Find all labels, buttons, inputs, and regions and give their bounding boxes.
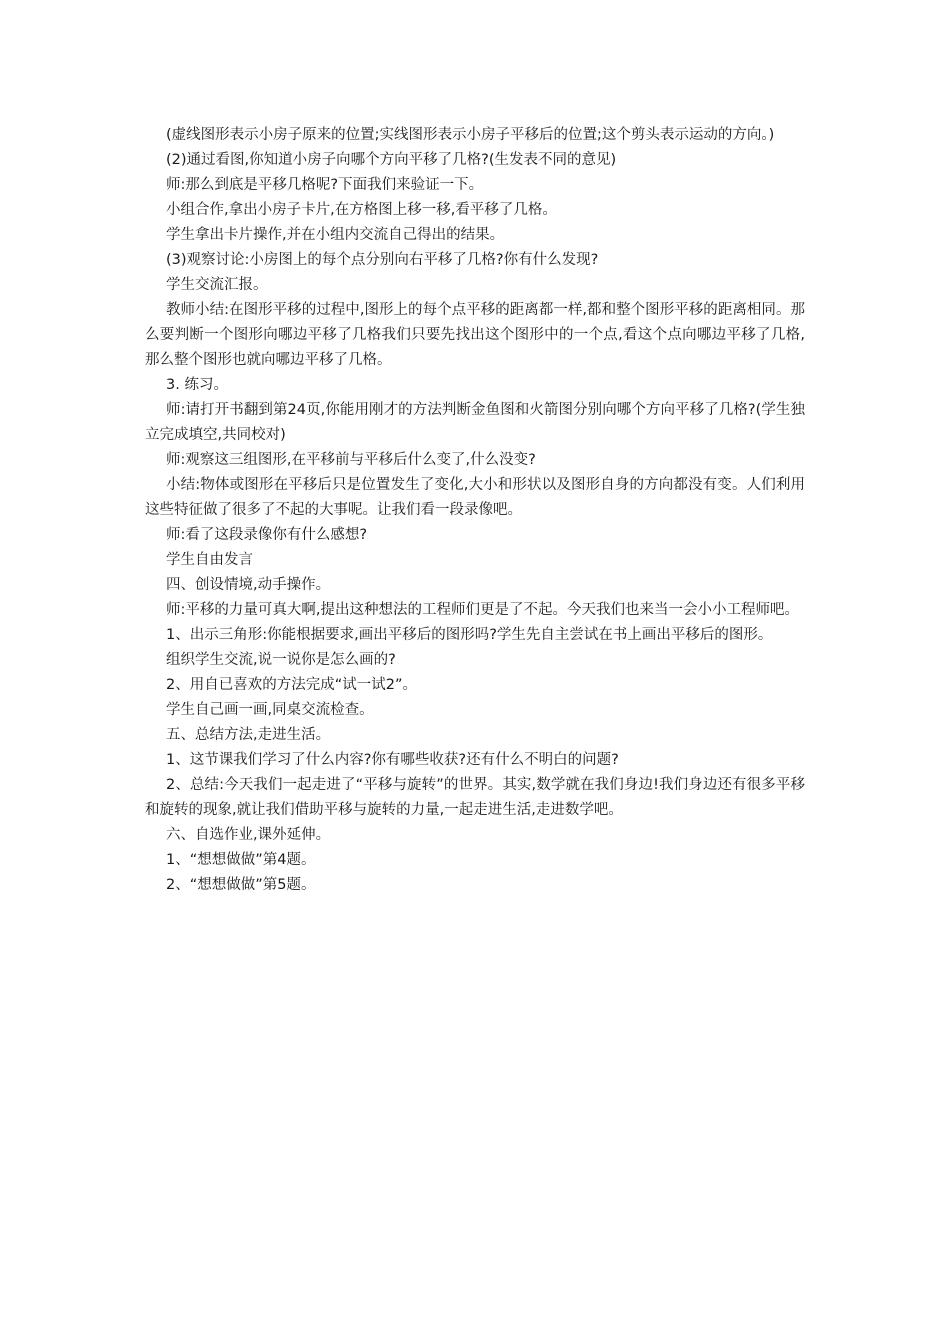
paragraph: 2、“想想做做”第5题。 — [166, 877, 316, 893]
paragraph: (3)观察讨论:小房图上的每个点分别向右平移了几格?你有什么发现? — [166, 252, 599, 268]
paragraph: 学生拿出卡片操作,并在小组内交流自己得出的结果。 — [166, 227, 505, 243]
section-heading: 3. 练习。 — [166, 377, 228, 393]
paragraph: 教师小结:在图形平移的过程中,图形上的每个点平移的距离都一样,都和整个图形平移的距离相同。那么要判断一个图形向哪边平移了几格我们只要先找出这个图形中的一个点,看这个点向哪边平移了几格,那么整个图形也就向哪边平移了几格。 — [145, 302, 805, 368]
paragraph: 师:请打开书翻到第24页,你能用刚才的方法判断金鱼图和火箭图分别向哪个方向平移了几格?(学生独立完成填空,共同校对) — [145, 402, 805, 443]
paragraph: 1、这节课我们学习了什么内容?你有哪些收获?还有什么不明白的问题? — [166, 752, 619, 768]
paragraph: 1、出示三角形:你能根据要求,画出平移后的图形吗?学生先自主尝试在书上画出平移后的图形。 — [166, 627, 773, 643]
paragraph: 组织学生交流,说一说你是怎么画的? — [166, 652, 396, 668]
paragraph: 小组合作,拿出小房子卡片,在方格图上移一移,看平移了几格。 — [166, 202, 557, 218]
section-heading: 四、创设情境,动手操作。 — [166, 577, 331, 593]
paragraph: 小结:物体或图形在平移后只是位置发生了变化,大小和形状以及图形自身的方向都没有变。人们利用这些特征做了很多了不起的大事呢。让我们看一段录像吧。 — [145, 477, 805, 518]
paragraph: 师:平移的力量可真大啊,提出这种想法的工程师们更是了不起。今天我们也来当一会小小工程师吧。 — [166, 602, 799, 618]
paragraph: (虚线图形表示小房子原来的位置;实线图形表示小房子平移后的位置;这个剪头表示运动的方向。) — [166, 127, 775, 143]
paragraph: 2、用自已喜欢的方法完成“试一试2”。 — [166, 677, 417, 693]
section-heading: 五、总结方法,走进生活。 — [166, 727, 331, 743]
paragraph: 1、“想想做做”第4题。 — [166, 852, 316, 868]
paragraph: (2)通过看图,你知道小房子向哪个方向平移了几格?(生发表不同的意见) — [166, 152, 617, 168]
paragraph: 学生交流汇报。 — [166, 277, 268, 293]
paragraph: 师:观察这三组图形,在平移前与平移后什么变了,什么没变? — [166, 452, 536, 468]
document-body — [145, 123, 805, 898]
paragraph: 2、总结:今天我们一起走进了“平移与旋转”的世界。其实,数学就在我们身边!我们身边还有很多平移和旋转的现象,就让我们借助平移与旋转的力量,一起走进生活,走进数学吧。 — [145, 777, 805, 818]
paragraph: 师:看了这段录像你有什么感想? — [166, 527, 368, 543]
paragraph: 师:那么到底是平移几格呢?下面我们来验证一下。 — [166, 177, 484, 193]
paragraph: 学生自由发言 — [166, 552, 253, 568]
paragraph: 学生自己画一画,同桌交流检查。 — [166, 702, 374, 718]
section-heading: 六、自选作业,课外延伸。 — [166, 827, 331, 843]
